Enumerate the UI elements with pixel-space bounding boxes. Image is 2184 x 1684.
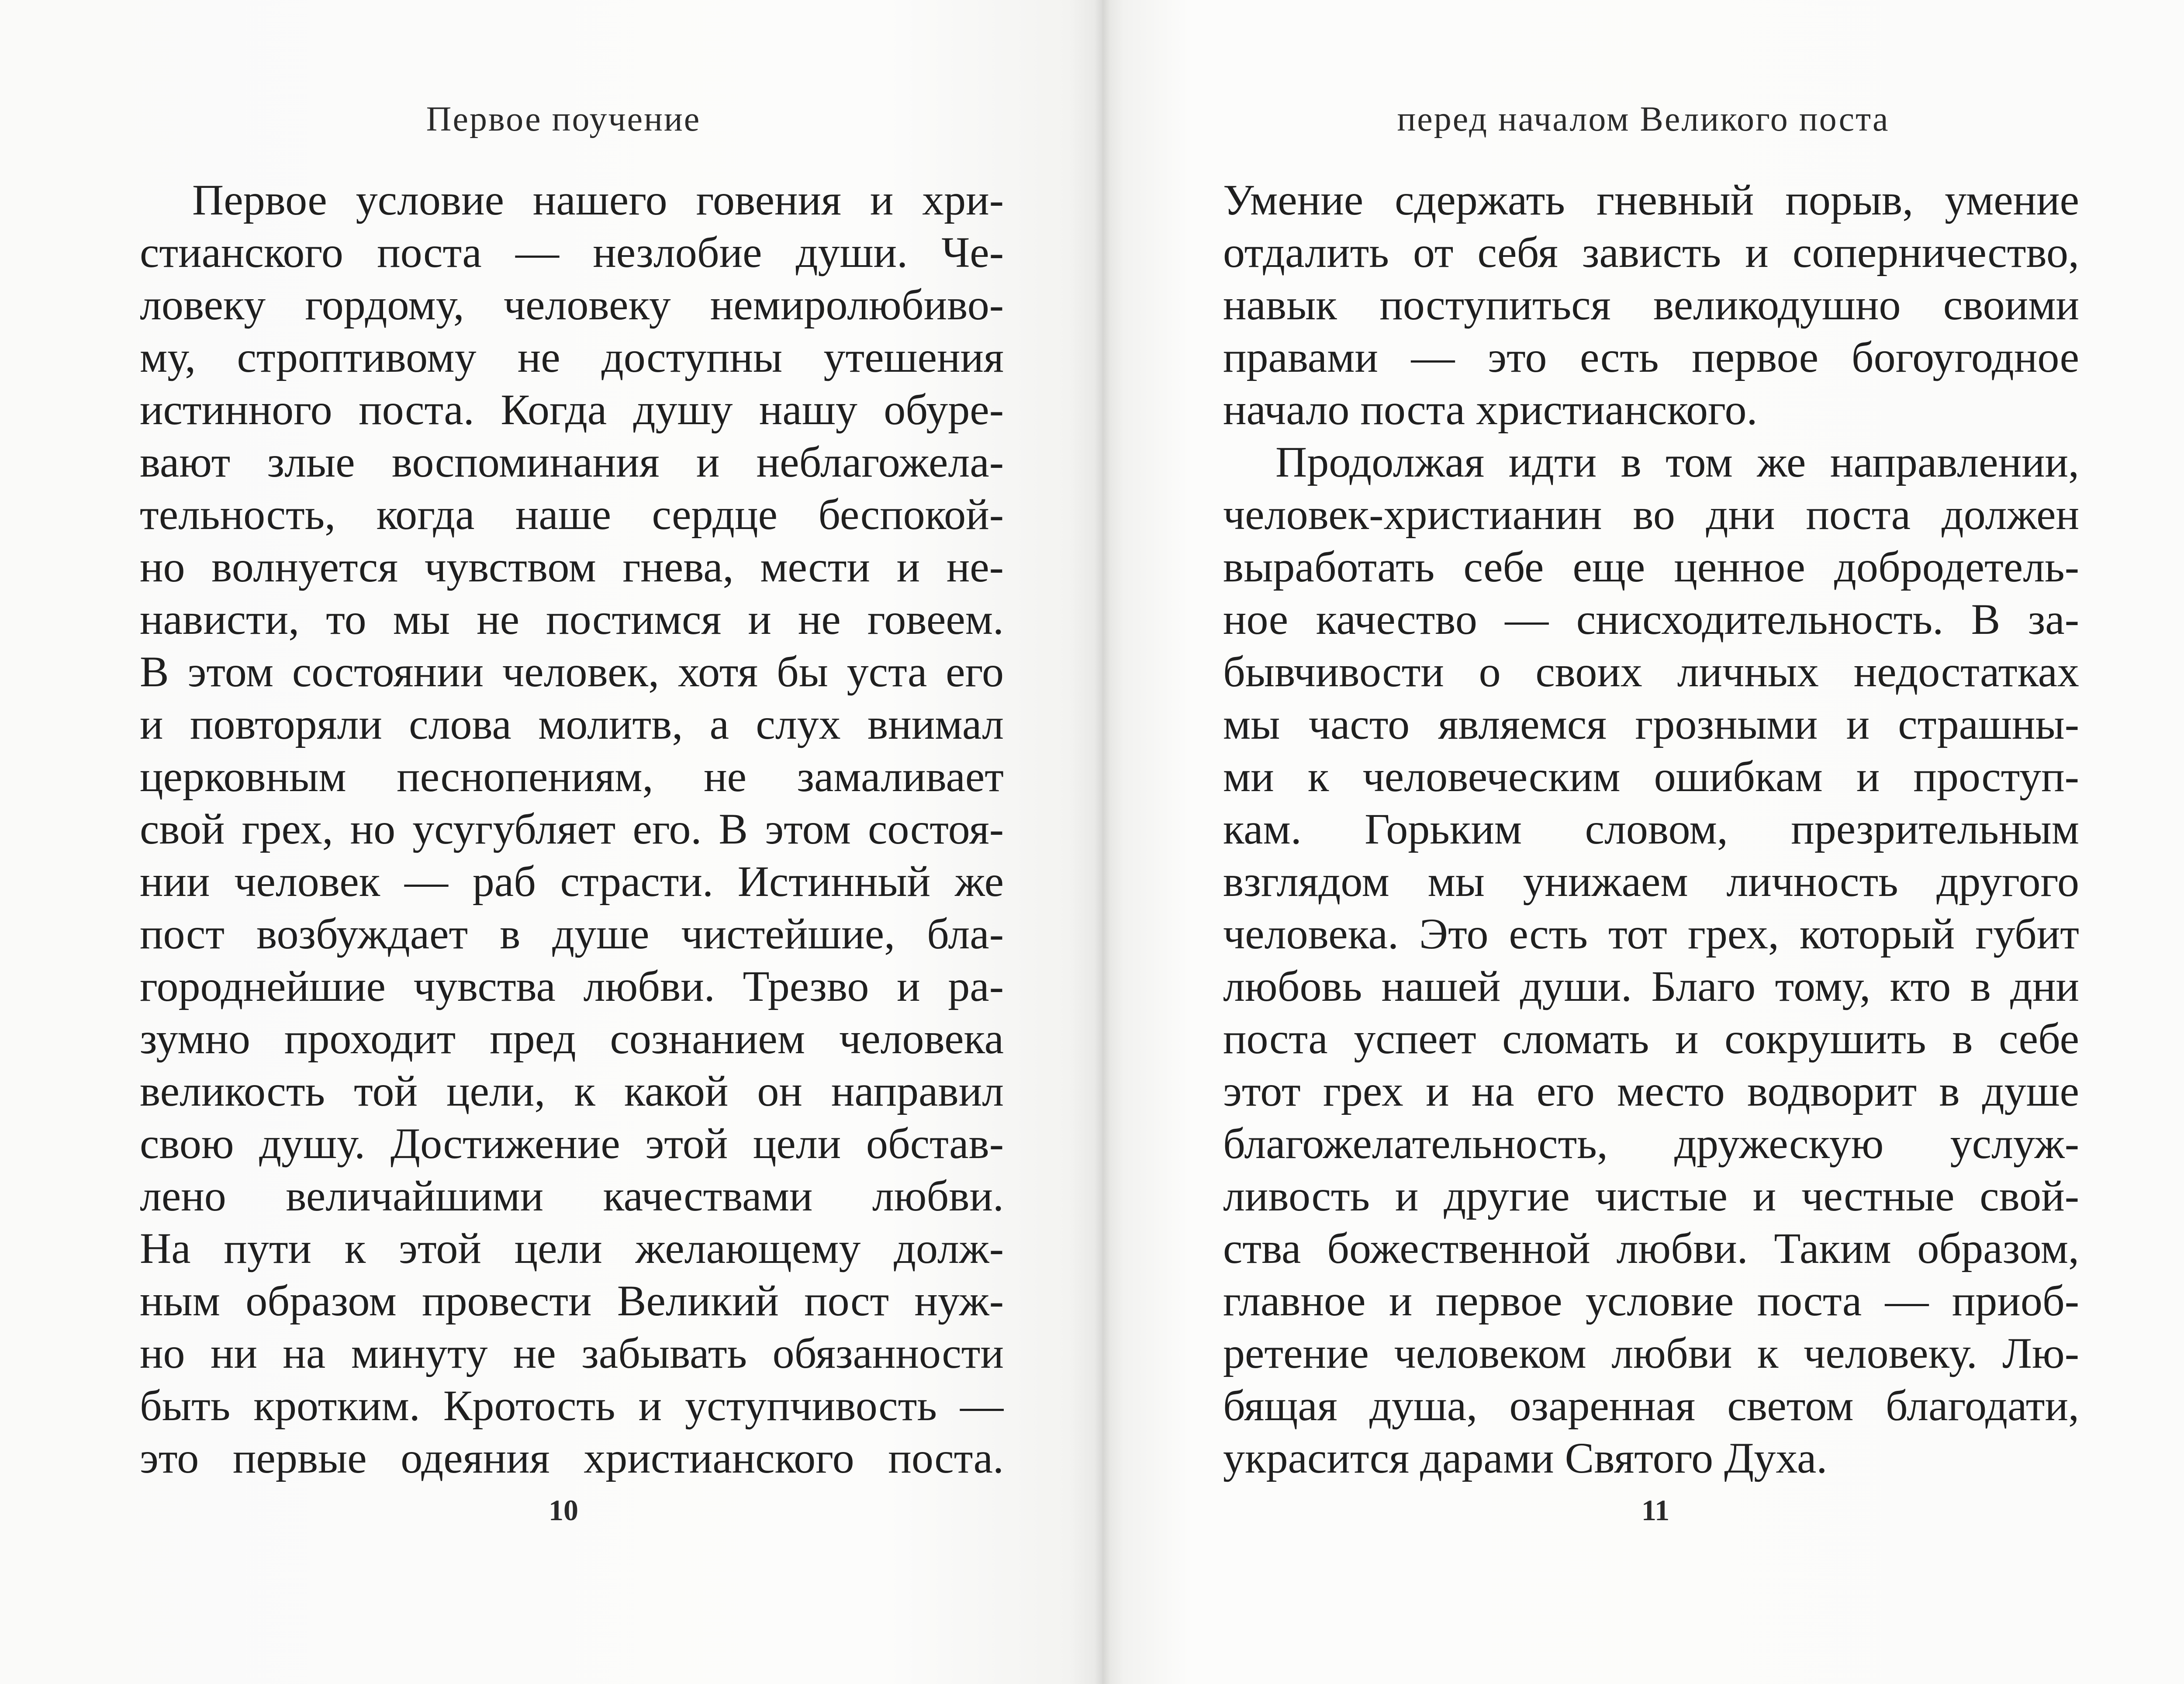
text-line: нависти, то мы не постимся и не говеем. xyxy=(140,595,1004,643)
text-line: ства божественной любви. Таким образом, xyxy=(1223,1224,2079,1273)
text-line: но волнуется чувством гнева, мести и не- xyxy=(140,543,1004,591)
text-line: взглядом мы унижаем личность другого xyxy=(1223,857,2079,906)
text-line: украсится дарами Святого Духа. xyxy=(1223,1434,1828,1482)
text-line: быть кротким. Кротость и уступчивость — xyxy=(140,1381,1004,1430)
text-line: Первое условие нашего говения и хри- xyxy=(192,176,1004,224)
right-running-head: перед началом Великого поста xyxy=(1397,100,1890,138)
text-line: бывчивости о своих личных недостатках xyxy=(1223,647,2079,696)
text-line: нии человек — раб страсти. Истинный же xyxy=(140,857,1004,906)
text-line: Продолжая идти в том же направлении, xyxy=(1275,438,2079,486)
text-line: отдалить от себя зависть и соперничество, xyxy=(1223,228,2079,277)
text-line: но ни на минуту не забывать обязанности xyxy=(140,1329,1004,1377)
text-line: ное качество — снисходительность. В за- xyxy=(1223,595,2079,643)
text-line: поста успеет сломать и сокрушить в себе xyxy=(1223,1014,2079,1063)
text-line: навык поступиться великодушно своими xyxy=(1223,280,2079,329)
left-page-text xyxy=(140,174,1004,1484)
text-line: мы часто являемся грозными и страшны- xyxy=(1223,700,2079,748)
right-page-number: 11 xyxy=(1641,1494,1670,1527)
text-line: тельность, когда наше сердце беспокой- xyxy=(140,490,1004,539)
text-line: В этом состоянии человек, хотя бы уста его xyxy=(140,647,1004,696)
text-line: свой грех, но усугубляет его. В этом состоя- xyxy=(140,805,1004,853)
text-line: свою душу. Достижение этой цели обстав- xyxy=(140,1119,1004,1168)
text-line: бящая душа, озаренная светом благодати, xyxy=(1223,1381,2079,1430)
text-line: любовь нашей души. Благо тому, кто в дни xyxy=(1223,962,2079,1010)
text-line: великость той цели, к какой он направил xyxy=(140,1067,1004,1115)
text-line: ретение человеком любви к человеку. Лю- xyxy=(1223,1329,2079,1377)
text-line: благожелательность, дружескую услуж- xyxy=(1223,1119,2079,1168)
text-line: ным образом провести Великий пост нуж- xyxy=(140,1276,1004,1325)
text-line: главное и первое условие поста — приоб- xyxy=(1223,1276,2079,1325)
text-line: вают злые воспоминания и неблагожела- xyxy=(140,438,1004,486)
text-line: ливость и другие чистые и честные свой- xyxy=(1223,1172,2079,1220)
text-line: ловеку гордому, человеку немиролюбиво- xyxy=(140,280,1004,329)
text-line: лено величайшими качествами любви. xyxy=(140,1172,1004,1220)
text-line: человека. Это есть тот грех, который губит xyxy=(1223,909,2079,958)
book-spine xyxy=(1095,0,1110,1684)
left-page-number: 10 xyxy=(549,1494,578,1527)
text-line: кам. Горьким словом, презрительным xyxy=(1223,805,2079,853)
text-line: пост возбуждает в душе чистейшие, бла- xyxy=(140,909,1004,958)
text-line: выработать себе еще ценное добродетель- xyxy=(1223,543,2079,591)
text-line: му, строптивому не доступны утешения xyxy=(140,333,1004,381)
text-line: начало поста христианского. xyxy=(1223,385,1758,434)
text-line: этот грех и на его место водворит в душе xyxy=(1223,1067,2079,1115)
text-line: зумно проходит пред сознанием человека xyxy=(140,1014,1004,1063)
text-line: церковным песнопениям, не замаливает xyxy=(140,752,1004,801)
text-line: человек-христианин во дни поста должен xyxy=(1223,490,2079,539)
left-running-head: Первое поучение xyxy=(426,100,701,138)
right-page-text xyxy=(1223,174,2079,1484)
text-line: правами — это есть первое богоугодное xyxy=(1223,333,2079,381)
text-line: это первые одеяния христианского поста. xyxy=(140,1434,1004,1482)
text-line: и повторяли слова молитв, а слух внимал xyxy=(140,700,1004,748)
text-line: На пути к этой цели желающему долж- xyxy=(140,1224,1004,1273)
text-line: городнейшие чувства любви. Трезво и ра- xyxy=(140,962,1004,1010)
text-line: ми к человеческим ошибкам и проступ- xyxy=(1223,752,2079,801)
text-line: Умение сдержать гневный порыв, умение xyxy=(1223,176,2079,224)
text-line: истинного поста. Когда душу нашу обуре- xyxy=(140,385,1004,434)
text-line: стианского поста — незлобие души. Че- xyxy=(140,228,1004,277)
